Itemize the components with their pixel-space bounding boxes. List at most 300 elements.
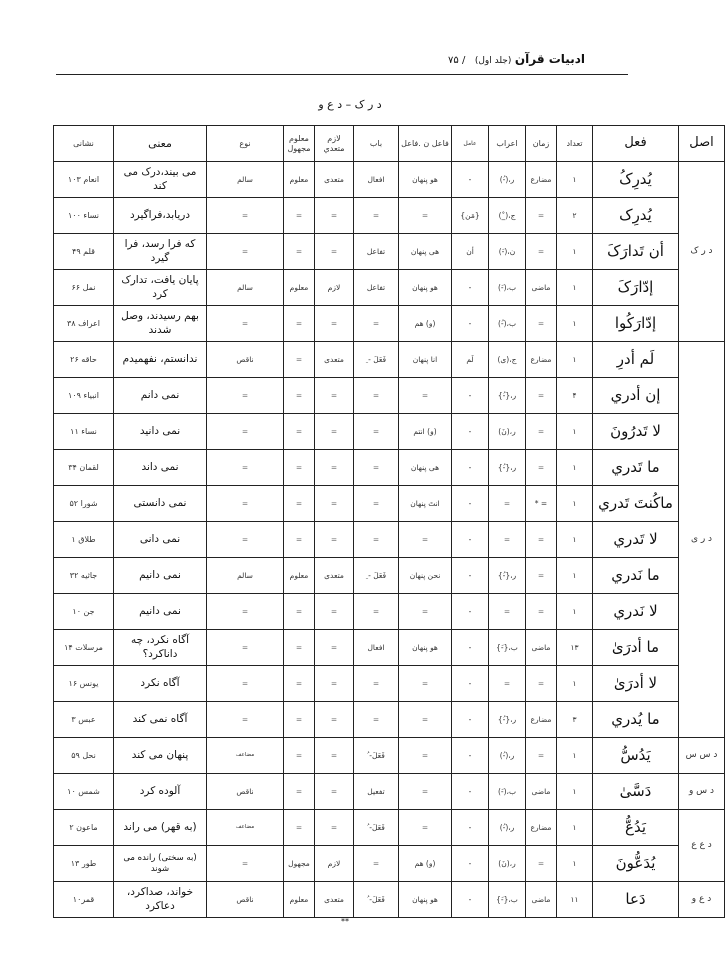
bab-cell: = xyxy=(354,522,399,558)
fel-cell: يُدرِک xyxy=(593,198,679,234)
erab-cell: ج،(_ْ) xyxy=(489,198,526,234)
mani-cell: نمی دانیم xyxy=(114,594,207,630)
malum-cell: = xyxy=(284,522,315,558)
tedad-cell: ۱ xyxy=(557,162,593,198)
col-tedad: تعداد xyxy=(557,126,593,162)
bab-cell: = xyxy=(354,702,399,738)
erab-cell: = xyxy=(489,666,526,702)
amel-cell: لَم xyxy=(452,342,489,378)
now-cell: مضاعف xyxy=(207,738,284,774)
bab-cell: = xyxy=(354,378,399,414)
erab-cell: ر،{-ُ} xyxy=(489,702,526,738)
table-row xyxy=(54,738,725,774)
neshani-cell: طلاق ۱ xyxy=(54,522,114,558)
mani-cell: آلوده کرد xyxy=(114,774,207,810)
neshani-cell: نحل ۵۹ xyxy=(54,738,114,774)
mani-cell: نمی دانید xyxy=(114,414,207,450)
col-now: نوع xyxy=(207,126,284,162)
neshani-cell: قلم ۴۹ xyxy=(54,234,114,270)
fael-cell: هو پنهان xyxy=(399,162,452,198)
zaman-cell: = xyxy=(526,666,557,702)
malum-cell: = xyxy=(284,630,315,666)
table-row xyxy=(54,162,725,198)
malum-cell: = xyxy=(284,810,315,846)
book-title: ادبیات قرآن xyxy=(514,52,585,66)
now-cell: = xyxy=(207,234,284,270)
zaman-cell: ماضی xyxy=(526,630,557,666)
fael-cell: انا پنهان xyxy=(399,342,452,378)
lazem-cell: = xyxy=(315,630,354,666)
zaman-cell: مضارع xyxy=(526,162,557,198)
fel-cell: ما نَدري xyxy=(593,558,679,594)
amel-cell: - xyxy=(452,666,489,702)
now-cell: = xyxy=(207,630,284,666)
erab-cell: ب،{-َ} xyxy=(489,882,526,918)
now-cell: = xyxy=(207,450,284,486)
zaman-cell: = xyxy=(526,450,557,486)
fel-cell: دَسَّىٰ xyxy=(593,774,679,810)
erab-cell: = xyxy=(489,522,526,558)
col-mani: معنی xyxy=(114,126,207,162)
mani-cell: دریابد،فراگیرد xyxy=(114,198,207,234)
erab-cell: ن،(-َ) xyxy=(489,234,526,270)
lazem-cell: = xyxy=(315,414,354,450)
lazem-cell: = xyxy=(315,198,354,234)
erab-cell: ر،(-ُ) xyxy=(489,162,526,198)
mani-cell: نمی دانیم xyxy=(114,558,207,594)
tedad-cell: ۱ xyxy=(557,234,593,270)
table-row xyxy=(54,702,725,738)
lazem-cell: = xyxy=(315,522,354,558)
malum-cell: = xyxy=(284,378,315,414)
mani-cell: می بیند،درک می کند xyxy=(114,162,207,198)
now-cell: = xyxy=(207,486,284,522)
amel-cell: - xyxy=(452,450,489,486)
fael-cell: = xyxy=(399,702,452,738)
col-fael: فاعل ن .فاعل xyxy=(399,126,452,162)
zaman-cell: = xyxy=(526,738,557,774)
lazem-cell: = xyxy=(315,450,354,486)
malum-cell: = xyxy=(284,594,315,630)
col-erab: اعراب xyxy=(489,126,526,162)
malum-cell: معلوم xyxy=(284,558,315,594)
now-cell: = xyxy=(207,414,284,450)
now-cell: ناقص xyxy=(207,342,284,378)
neshani-cell: انبیاء ۱۰۹ xyxy=(54,378,114,414)
col-malum: معلوم مجهول xyxy=(284,126,315,162)
zaman-cell: = xyxy=(526,198,557,234)
col-lazem: لازم متعدي xyxy=(315,126,354,162)
bab-cell: = xyxy=(354,846,399,882)
bab-cell: = xyxy=(354,306,399,342)
lazem-cell: = xyxy=(315,810,354,846)
tedad-cell: ۱ xyxy=(557,666,593,702)
bab-cell: فَعَلَ - ِ xyxy=(354,558,399,594)
tedad-cell: ۴ xyxy=(557,378,593,414)
col-neshani: نشانی xyxy=(54,126,114,162)
page-number: / ۷۵ xyxy=(448,55,466,66)
neshani-cell: قمر۱۰ xyxy=(54,882,114,918)
mani-cell: نمی دانستی xyxy=(114,486,207,522)
now-cell: سالم xyxy=(207,558,284,594)
table-row xyxy=(54,342,725,378)
tedad-cell: ۱ xyxy=(557,522,593,558)
fael-cell: = xyxy=(399,666,452,702)
table-row xyxy=(54,306,725,342)
malum-cell: معلوم xyxy=(284,270,315,306)
fael-cell: هو پنهان xyxy=(399,882,452,918)
amel-cell: - xyxy=(452,702,489,738)
table-row xyxy=(54,558,725,594)
bab-cell: فَعَلَ- ُ xyxy=(354,738,399,774)
erab-cell: ر،{-ُ} xyxy=(489,558,526,594)
fael-cell: هی پنهان xyxy=(399,234,452,270)
now-cell: = xyxy=(207,306,284,342)
lazem-cell: = xyxy=(315,486,354,522)
footnote-mark: ** xyxy=(341,917,349,926)
col-fel: فعل xyxy=(593,126,679,162)
table-row xyxy=(54,630,725,666)
amel-cell: - xyxy=(452,162,489,198)
bab-cell: = xyxy=(354,486,399,522)
root-cell: د س و xyxy=(679,774,725,810)
neshani-cell: شمس ۱۰ xyxy=(54,774,114,810)
zaman-cell: = xyxy=(526,522,557,558)
neshani-cell: حاقه ۲۶ xyxy=(54,342,114,378)
tedad-cell: ۱ xyxy=(557,594,593,630)
zaman-cell: مضارع xyxy=(526,810,557,846)
malum-cell: = xyxy=(284,738,315,774)
zaman-cell: = xyxy=(526,846,557,882)
amel-cell: - xyxy=(452,558,489,594)
fael-cell: = xyxy=(399,738,452,774)
erab-cell: ر،(نَ) xyxy=(489,846,526,882)
malum-cell: = xyxy=(284,702,315,738)
col-amel: عامل xyxy=(452,126,489,162)
neshani-cell: انعام ۱۰۳ xyxy=(54,162,114,198)
root-cell: د ر ی xyxy=(679,342,725,738)
now-cell: = xyxy=(207,378,284,414)
lazem-cell: = xyxy=(315,702,354,738)
mani-cell: آگاه نکرد، چه داناکرد؟ xyxy=(114,630,207,666)
fel-cell: لا نَدري xyxy=(593,594,679,630)
fel-cell: يُدَعُّونَ xyxy=(593,846,679,882)
amel-cell: - xyxy=(452,378,489,414)
lazem-cell: متعدی xyxy=(315,558,354,594)
bab-cell: = xyxy=(354,666,399,702)
bab-cell: فَعَلَ - ِ xyxy=(354,342,399,378)
now-cell: ناقص xyxy=(207,774,284,810)
fel-cell: إدّارَکُوا xyxy=(593,306,679,342)
fel-cell: يُدرِکُ xyxy=(593,162,679,198)
amel-cell: أن xyxy=(452,234,489,270)
neshani-cell: طور ۱۳ xyxy=(54,846,114,882)
table-row xyxy=(54,414,725,450)
lazem-cell: لازم xyxy=(315,846,354,882)
verb-table xyxy=(53,125,725,918)
zaman-cell: = xyxy=(526,558,557,594)
table-row xyxy=(54,234,725,270)
now-cell: = xyxy=(207,198,284,234)
zaman-cell: = xyxy=(526,594,557,630)
bab-cell: تفاعل xyxy=(354,270,399,306)
amel-cell: - xyxy=(452,414,489,450)
mani-cell: خواند، صداکرد، دعاکرد xyxy=(114,882,207,918)
mani-cell: بهم رسیدند، وصل شدند xyxy=(114,306,207,342)
lazem-cell: متعدی xyxy=(315,342,354,378)
malum-cell: معلوم xyxy=(284,882,315,918)
neshani-cell: اعراف ۳۸ xyxy=(54,306,114,342)
erab-cell: = xyxy=(489,486,526,522)
malum-cell: = xyxy=(284,234,315,270)
neshani-cell: عبس ۳ xyxy=(54,702,114,738)
table-row xyxy=(54,486,725,522)
erab-cell: ب،{-َ} xyxy=(489,630,526,666)
lazem-cell: = xyxy=(315,774,354,810)
volume-label: (جلد اول) xyxy=(474,56,512,66)
amel-cell: - xyxy=(452,522,489,558)
fel-cell: لا تَدرُونَ xyxy=(593,414,679,450)
malum-cell: معلوم xyxy=(284,162,315,198)
bab-cell: افعال xyxy=(354,162,399,198)
zaman-cell: = xyxy=(526,234,557,270)
fael-cell: = xyxy=(399,774,452,810)
col-asl: اصل xyxy=(679,126,725,162)
malum-cell: مجهول xyxy=(284,846,315,882)
fael-cell: (و) انتم xyxy=(399,414,452,450)
lazem-cell: لازم xyxy=(315,270,354,306)
neshani-cell: مرسلات ۱۴ xyxy=(54,630,114,666)
tedad-cell: ۱ xyxy=(557,270,593,306)
fael-cell: (و) هم xyxy=(399,846,452,882)
fel-cell: ما يُدري xyxy=(593,702,679,738)
tedad-cell: ۳ xyxy=(557,702,593,738)
amel-cell: - xyxy=(452,270,489,306)
now-cell: = xyxy=(207,594,284,630)
bab-cell: = xyxy=(354,594,399,630)
header-rule xyxy=(56,74,628,75)
table-row xyxy=(54,882,725,918)
root-cell: د ر ک xyxy=(679,162,725,342)
table-row xyxy=(54,594,725,630)
amel-cell: - xyxy=(452,774,489,810)
neshani-cell: شورا ۵۲ xyxy=(54,486,114,522)
lazem-cell: = xyxy=(315,594,354,630)
malum-cell: = xyxy=(284,450,315,486)
zaman-cell: ماضی xyxy=(526,774,557,810)
lazem-cell: = xyxy=(315,306,354,342)
amel-cell: - xyxy=(452,738,489,774)
tedad-cell: ۱ xyxy=(557,486,593,522)
mani-cell: ندانستم، نفهمیدم xyxy=(114,342,207,378)
tedad-cell: ۱ xyxy=(557,810,593,846)
now-cell: سالم xyxy=(207,162,284,198)
malum-cell: = xyxy=(284,342,315,378)
fel-cell: ما أدرَىٰ xyxy=(593,630,679,666)
table-row xyxy=(54,666,725,702)
mani-cell: نمی دانم xyxy=(114,378,207,414)
bab-cell: افعال xyxy=(354,630,399,666)
fael-cell: نحن پنهان xyxy=(399,558,452,594)
bab-cell: = xyxy=(354,450,399,486)
mani-cell: (به قهر) می راند xyxy=(114,810,207,846)
erab-cell: = xyxy=(489,594,526,630)
mani-cell: (به سختی) رانده می شوند xyxy=(114,846,207,882)
zaman-cell: = xyxy=(526,306,557,342)
tedad-cell: ۲ xyxy=(557,198,593,234)
now-cell: = xyxy=(207,522,284,558)
fael-cell: هو پنهان xyxy=(399,270,452,306)
zaman-cell: مضارع xyxy=(526,342,557,378)
malum-cell: = xyxy=(284,774,315,810)
neshani-cell: لقمان ۳۴ xyxy=(54,450,114,486)
fael-cell: = xyxy=(399,810,452,846)
table-row xyxy=(54,270,725,306)
erab-cell: ر،(-ُ) xyxy=(489,738,526,774)
mani-cell: پایان یافت، تدارک کرد xyxy=(114,270,207,306)
erab-cell: ر،(نَ) xyxy=(489,414,526,450)
fael-cell: هو پنهان xyxy=(399,630,452,666)
now-cell: = xyxy=(207,846,284,882)
erab-cell: ر،{-ُ} xyxy=(489,378,526,414)
zaman-cell: مضارع xyxy=(526,702,557,738)
amel-cell: - xyxy=(452,810,489,846)
zaman-cell: ماضی xyxy=(526,882,557,918)
tedad-cell: ۱ xyxy=(557,558,593,594)
root-cell: د ع و xyxy=(679,882,725,918)
mani-cell: آگاه نمی کند xyxy=(114,702,207,738)
now-cell: = xyxy=(207,702,284,738)
erab-cell: ب،(-َ) xyxy=(489,270,526,306)
zaman-cell: = * xyxy=(526,486,557,522)
amel-cell: - xyxy=(452,882,489,918)
fel-cell: يَدُسُّ xyxy=(593,738,679,774)
bab-cell: فَعَلَ- ُ xyxy=(354,882,399,918)
tedad-cell: ۱ xyxy=(557,450,593,486)
table-row xyxy=(54,810,725,846)
erab-cell: ج،(ی) xyxy=(489,342,526,378)
lazem-cell: = xyxy=(315,378,354,414)
mani-cell: نمی داند xyxy=(114,450,207,486)
lazem-cell: = xyxy=(315,666,354,702)
erab-cell: ب،(-َ) xyxy=(489,774,526,810)
table-row xyxy=(54,846,725,882)
tedad-cell: ۱ xyxy=(557,414,593,450)
fael-cell: = xyxy=(399,594,452,630)
zaman-cell: ماضی xyxy=(526,270,557,306)
fel-cell: أن تَدارَکَ xyxy=(593,234,679,270)
fel-cell: ماكُنتَ تَدري xyxy=(593,486,679,522)
mani-cell: که فرا رسد، فرا گیرد xyxy=(114,234,207,270)
table-header-row xyxy=(54,126,725,162)
malum-cell: = xyxy=(284,666,315,702)
fael-cell: = xyxy=(399,378,452,414)
fel-cell: لا تَدري xyxy=(593,522,679,558)
fel-cell: يَدُعُّ xyxy=(593,810,679,846)
neshani-cell: جاثیه ۳۲ xyxy=(54,558,114,594)
now-cell: = xyxy=(207,666,284,702)
neshani-cell: یونس ۱۶ xyxy=(54,666,114,702)
fael-cell: هی پنهان xyxy=(399,450,452,486)
lazem-cell: متعدی xyxy=(315,882,354,918)
neshani-cell: جن ۱۰ xyxy=(54,594,114,630)
fel-cell: إدّارَکَ xyxy=(593,270,679,306)
amel-cell: - xyxy=(452,594,489,630)
fel-cell: دَعا xyxy=(593,882,679,918)
page-header xyxy=(55,52,585,72)
amel-cell: - xyxy=(452,630,489,666)
amel-cell: {مَن} xyxy=(452,198,489,234)
fael-cell: = xyxy=(399,522,452,558)
tedad-cell: ۱۱ xyxy=(557,882,593,918)
zaman-cell: = xyxy=(526,414,557,450)
now-cell: مضاعف xyxy=(207,810,284,846)
section-subtitle: د ر ک – د ع و xyxy=(318,98,382,111)
mani-cell: نمی دانی xyxy=(114,522,207,558)
tedad-cell: ۱ xyxy=(557,774,593,810)
erab-cell: ب،(-ُ) xyxy=(489,306,526,342)
amel-cell: - xyxy=(452,306,489,342)
bab-cell: تفاعل xyxy=(354,234,399,270)
lazem-cell: = xyxy=(315,234,354,270)
bab-cell: فَعَلَ- ُ xyxy=(354,810,399,846)
neshani-cell: نساء ۱۱ xyxy=(54,414,114,450)
neshani-cell: نساء ۱۰۰ xyxy=(54,198,114,234)
fel-cell: لَم أدرِ xyxy=(593,342,679,378)
tedad-cell: ۱ xyxy=(557,846,593,882)
mani-cell: پنهان می کند xyxy=(114,738,207,774)
neshani-cell: ماعون ۲ xyxy=(54,810,114,846)
col-bab: باب xyxy=(354,126,399,162)
bab-cell: = xyxy=(354,198,399,234)
now-cell: سالم xyxy=(207,270,284,306)
neshani-cell: نمل ۶۶ xyxy=(54,270,114,306)
fael-cell: (و) هم xyxy=(399,306,452,342)
erab-cell: ر،{-ُ} xyxy=(489,450,526,486)
col-zaman: زمان xyxy=(526,126,557,162)
root-cell: د س س xyxy=(679,738,725,774)
malum-cell: = xyxy=(284,198,315,234)
root-cell: د ع ع xyxy=(679,810,725,882)
bab-cell: تفعیل xyxy=(354,774,399,810)
malum-cell: = xyxy=(284,306,315,342)
mani-cell: آگاه نکرد xyxy=(114,666,207,702)
erab-cell: ر،(-ُ) xyxy=(489,810,526,846)
amel-cell: - xyxy=(452,486,489,522)
tedad-cell: ۱ xyxy=(557,306,593,342)
lazem-cell: متعدی xyxy=(315,162,354,198)
table-row xyxy=(54,450,725,486)
malum-cell: = xyxy=(284,414,315,450)
fael-cell: انتَ پنهان xyxy=(399,486,452,522)
lazem-cell: = xyxy=(315,738,354,774)
table-row xyxy=(54,378,725,414)
table-row xyxy=(54,774,725,810)
table-row xyxy=(54,198,725,234)
tedad-cell: ۱۳ xyxy=(557,630,593,666)
zaman-cell: = xyxy=(526,378,557,414)
fael-cell: = xyxy=(399,198,452,234)
tedad-cell: ۱ xyxy=(557,342,593,378)
table-row xyxy=(54,522,725,558)
amel-cell: - xyxy=(452,846,489,882)
malum-cell: = xyxy=(284,486,315,522)
fel-cell: لا أدرَىٰ xyxy=(593,666,679,702)
tedad-cell: ۱ xyxy=(557,738,593,774)
fel-cell: إن أدري xyxy=(593,378,679,414)
now-cell: ناقص xyxy=(207,882,284,918)
fel-cell: ما تَدري xyxy=(593,450,679,486)
